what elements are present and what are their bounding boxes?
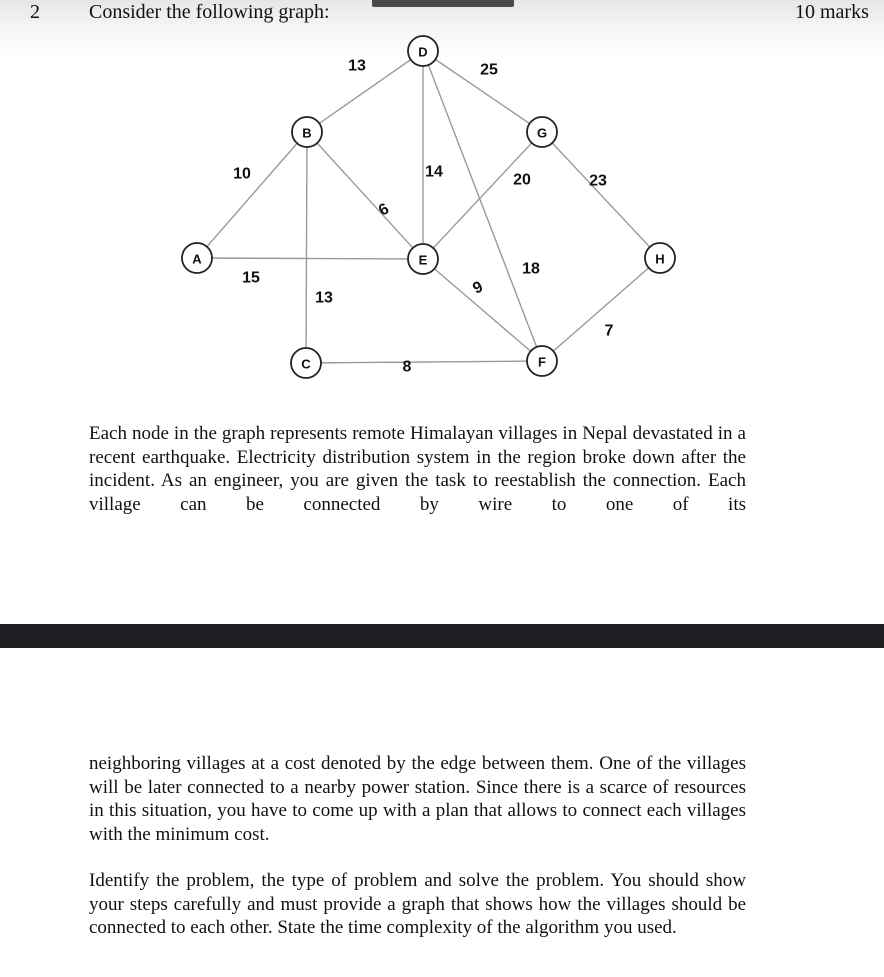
edge-weight-b-c: 13 [315,289,333,307]
node-label-e: E [418,252,428,268]
village-graph [0,0,884,400]
edge-weight-a-e: 15 [242,269,260,287]
edge-weight-c-f: 8 [402,358,412,376]
edge-weight-d-f: 18 [522,260,540,278]
marks-label: 10 marks [795,1,869,23]
edge-weight-e-f: 9 [470,278,486,298]
edge-b-e [307,132,423,259]
intro-paragraph-part-1: Each node in the graph represents remote Himalayan villages in Nepal devastated in a recent earthquake. Electricity distribution system in the region broke down after the incident. As an engineer, you are given the task to reestablish the connection. Each village can be connected by wire to one of its [89,423,746,515]
edge-b-c [306,132,307,363]
edge-a-b [197,132,307,258]
task-paragraph: Identify the problem, the type of problem and solve the problem. You should show your steps carefully and must provide a graph that shows how the villages should be connected to each other. State the time complexity of the algorithm you used. [89,870,746,938]
edge-c-f [306,361,542,363]
question-number: 2 [30,1,40,23]
edge-g-h [542,132,660,258]
node-label-g: G [536,125,548,141]
node-label-f: F [538,354,546,370]
question-heading: Consider the following graph: [89,1,330,23]
edge-weight-f-h: 7 [604,322,614,340]
node-label-h: H [655,251,665,267]
node-label-b: B [302,125,312,141]
edge-weight-g-h: 23 [589,172,607,190]
edge-weight-d-e: 14 [425,163,443,181]
edge-weight-a-b: 10 [233,165,251,183]
edge-f-h [542,258,660,361]
node-label-a: A [192,251,202,267]
edge-d-f [423,51,542,361]
intro-paragraph-part-2: neighboring villages at a cost denoted by the edge between them. One of the villages will be later connected to a nearby power station. Since there is a scarce of resources in this situation, you have to come up with a plan that allows to connect each villages with the minimum cost. [89,753,746,845]
page-break-bar [0,624,884,648]
edge-e-g [423,132,542,259]
edge-weight-b-e: 6 [375,200,393,220]
edge-weight-b-d: 13 [348,57,366,75]
edge-weight-d-g: 25 [480,61,498,79]
node-label-c: C [301,356,311,372]
node-label-d: D [418,44,428,60]
edge-weight-e-g: 20 [513,171,531,189]
edge-a-e [197,258,423,259]
